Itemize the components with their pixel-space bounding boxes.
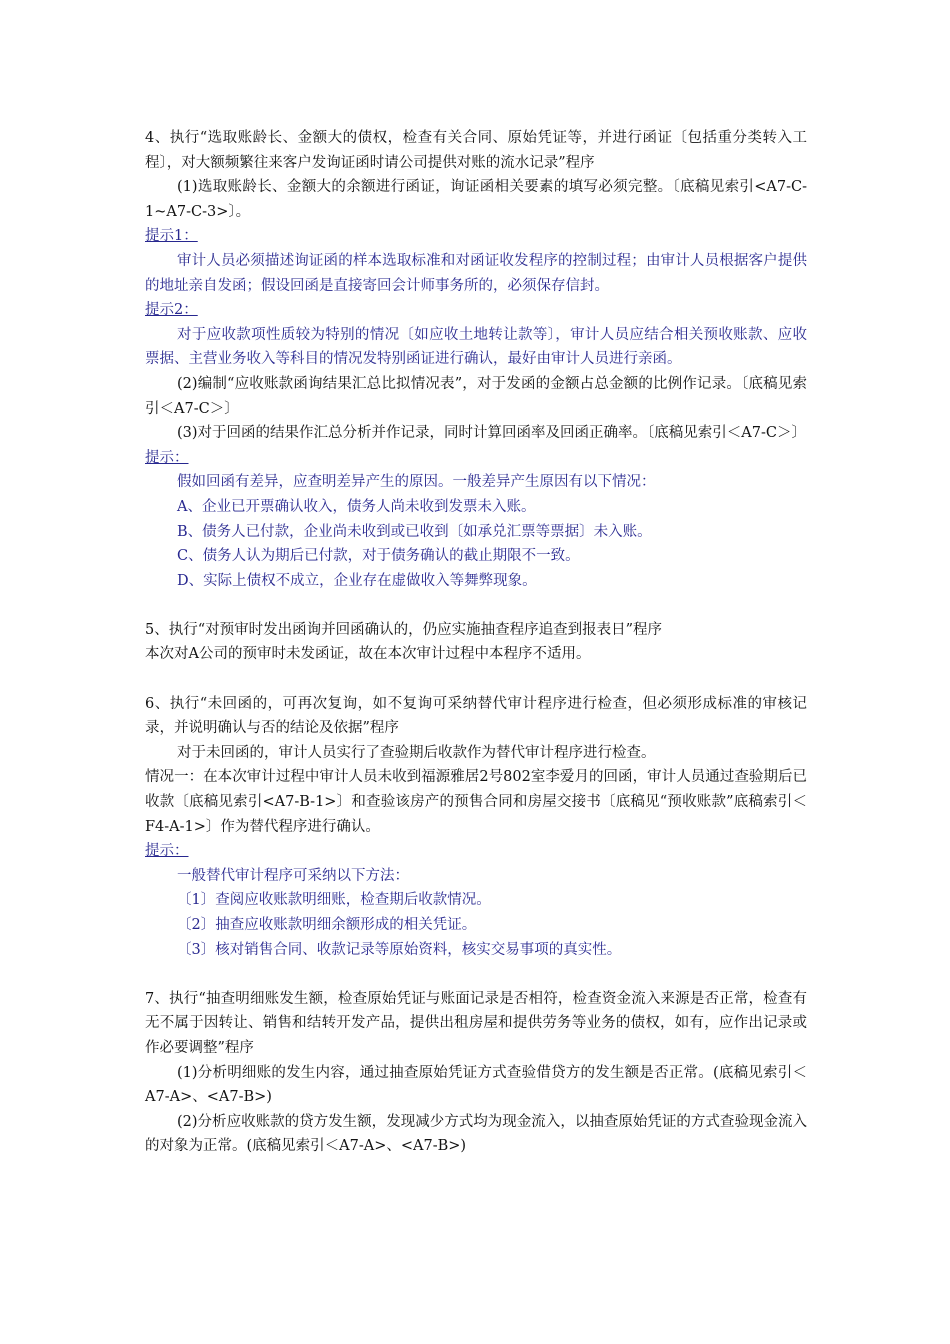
section-4-item-2: (2)编制“应收账款函询结果汇总比拟情况表”，对于发函的金额占总金额的比例作记录。〔底稿见索引＜A7-C＞〕 [145,375,807,417]
tip-3-item: B、债务人已付款，企业尚未收到或已收到〔如承兑汇票等票据〕未入账。 [177,523,652,540]
section-5-heading: 5、执行“对预审时发出函询并回函确认的，仍应实施抽查程序追查到报表日”程序 [145,621,663,638]
section-6-text-2: 情况一：在本次审计过程中审计人员未收到福源雅居2号802室李爱月的回函，审计人员通过查验期后已收款〔底稿见索引<A7-B-1>〕和查验该房产的预售合同和房屋交接书〔底稿见“预收账款”底稿索引＜F4-A-1>〕作为替代程序进行确认。 [145,769,807,835]
section-6-heading: 6、执行“未回函的，可再次复询，如不复询可采纳替代审计程序进行检查，但必须形成标准的审核记录，并说明确认与否的结论及依据”程序 [145,695,807,737]
section-7-item-2: (2)分析应收账款的贷方发生额，发现减少方式均为现金流入，以抽查原始凭证的方式查验现金流入的对象为正常。(底稿见索引＜A7-A>、<A7-B>) [145,1113,807,1155]
tip-2-label: 提示2： [145,302,198,319]
section-4-item-1: (1)选取账龄长、金额大的余额进行函证，询证函相关要素的填写必须完整。〔底稿见索引<A7-C-1~A7-C-3>〕。 [145,179,807,220]
tip-3-item: C、债务人认为期后已付款，对于债务确认的截止期限不一致。 [177,548,580,565]
tip-1-label: 提示1： [145,228,198,245]
section-spacer [145,593,807,618]
tip-4-item: 〔3〕核对销售合同、收款记录等原始资料，核实交易事项的真实性。 [177,941,622,958]
tip-4-item: 〔2〕抽查应收账款明细余额形成的相关凭证。 [177,917,477,933]
tip-4-intro: 一般替代审计程序可采纳以下方法： [177,867,409,884]
section-7-heading: 7、执行“抽查明细账发生额，检查原始凭证与账面记录是否相符，检查资金流入来源是否正常，检查有无不属于因转让、销售和结转开发产品，提供出租房屋和提供劳务等业务的债权，如有，应作出记录或作必要调整”程序 [145,990,807,1056]
tip-3-intro: 假如回函有差异，应查明差异产生的原因。一般差异产生原因有以下情况： [177,474,656,491]
tip-3-item: D、实际上债权不成立，企业存在虚做收入等舞弊现象。 [177,572,537,589]
tip-2-text: 对于应收款项性质较为特别的情况〔如应收土地转让款等〕，审计人员应结合相关预收账款、应收票据、主营业务收入等科目的情况发特别函证进行确认，最好由审计人员进行亲函。 [145,326,807,368]
section-spacer [145,962,807,987]
section-4-item-3: (3)对于回函的结果作汇总分析并作记录，同时计算回函率及回函正确率。〔底稿见索引＜A7-C＞〕 [177,425,806,442]
tip-3-item: A、企业已开票确认收入，债务人尚未收到发票未入账。 [177,498,536,515]
section-spacer [145,667,807,692]
tip-3-label: 提示： [145,449,189,466]
tip-4-label: 提示： [145,843,189,860]
section-6-text-1: 对于未回函的，审计人员实行了查验期后收款作为替代审计程序进行检查。 [177,744,656,761]
tip-1-text: 审计人员必须描述询证函的样本选取标准和对函证收发程序的控制过程；由审计人员根据客户提供的地址亲自发函；假设回函是直接寄回会计师事务所的，必须保存信封。 [145,252,807,294]
section-7-item-1: (1)分析明细账的发生内容，通过抽查原始凭证方式查验借贷方的发生额是否正常。(底稿见索引＜A7-A>、<A7-B>) [145,1064,807,1106]
section-4-heading: 4、执行“选取账龄长、金额大的债权，检查有关合同、原始凭证等，并进行函证〔包括重分类转入工程〕，对大额频繁往来客户发询证函时请公司提供对账的流水记录”程序 [145,130,807,171]
section-5-text: 本次对A公司的预审时未发函证，故在本次审计过程中本程序不适用。 [145,646,591,663]
document-page [145,126,807,1159]
tip-4-item: 〔1〕查阅应收账款明细账，检查期后收款情况。 [177,892,491,909]
